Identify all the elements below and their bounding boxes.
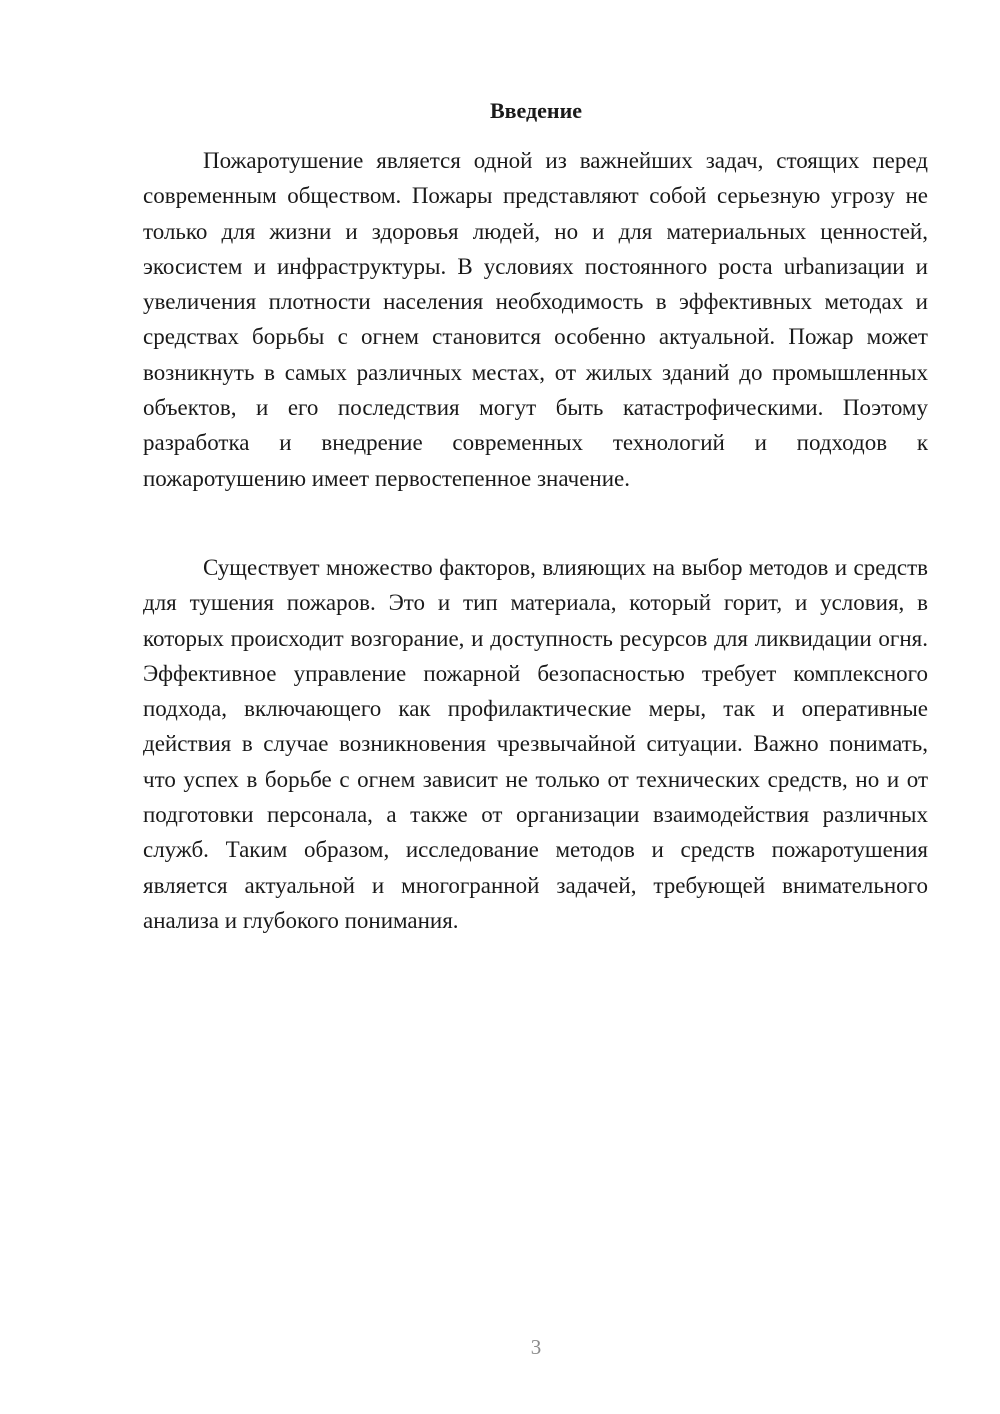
paragraph-2: Существует множество факторов, влияющих на выбор методов и средств для тушения пожаров. Это и тип материала, который горит, и условия, в которых происходит возгорание, и доступность ресурсов для ликвидации огня. Эффективное управление пожарной безопасностью требует комплексного подхода, включающего как профилактические меры, так и оперативные действия в случае возникновения чрезвычайной ситуации. Важно понимать, что успех в борьбе с огнем зависит не только от технических средств, но и от подготовки персонала, а также от организации взаимодействия различных служб. Таким образом, исследование методов и средств пожаротушения является актуальной и многогранной задачей, требующей внимательного анализа и глубокого понимания.	[143, 555, 928, 933]
page-title: Введение	[489, 98, 583, 123]
page-number: 3	[530, 1335, 542, 1359]
paragraph-1: Пожаротушение является одной из важнейших задач, стоящих перед современным обществом. Пожары представляют собой серьезную угрозу не только для жизни и здоровья людей, но и для материальных ценностей, экосистем и инфраструктуры. В условиях постоянного роста urbanизации и увеличения плотности населения необходимость в эффективных методах и средствах борьбы с огнем становится особенно актуальной. Пожар может возникнуть в самых различных местах, от жилых зданий до промышленных объектов, и его последствия могут быть катастрофическими. Поэтому разработка и внедрение современных технологий и подходов к пожаротушению имеет первостепенное значение.	[143, 148, 928, 491]
